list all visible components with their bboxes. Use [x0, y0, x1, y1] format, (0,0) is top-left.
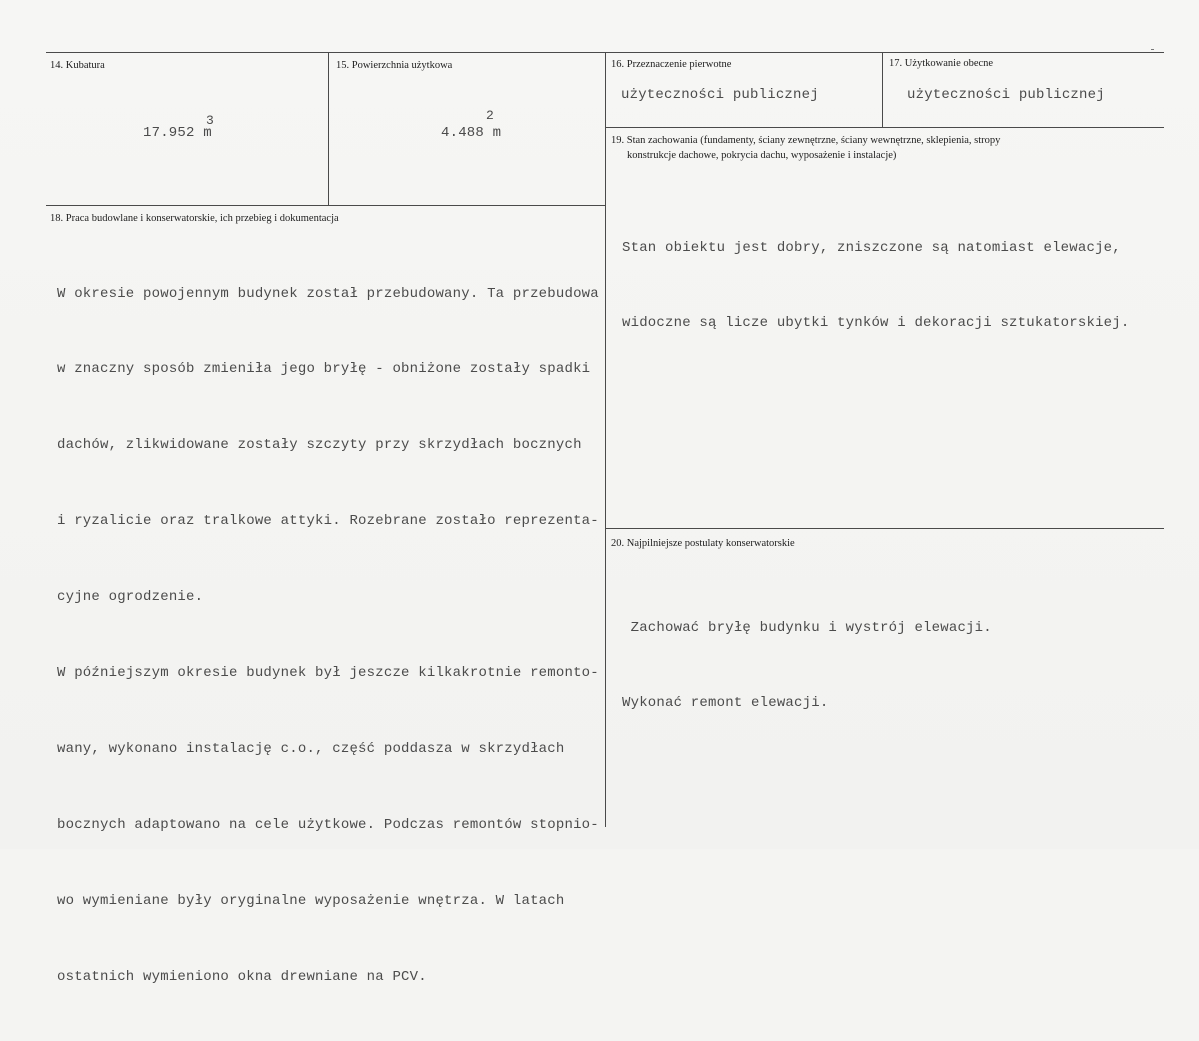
field-18-line: dachów, zlikwidowane zostały szczyty przy skrzydłach bocznych [57, 437, 582, 454]
field-15-exponent: 2 [486, 108, 494, 123]
row1-divider-right [605, 127, 1164, 128]
field-14-value: 17.952 m [143, 125, 212, 141]
field-18-line: W okresie powojennym budynek został przebudowany. Ta przebudowa [57, 285, 599, 302]
field-18-line: i ryzalicie oraz tralkowe attyki. Rozebrane zostało reprezenta- [57, 513, 599, 530]
field-19-line: Stan obiektu jest dobry, zniszczone są natomiast elewacje, [622, 240, 1121, 256]
row2-divider-left [46, 205, 605, 206]
field-20-line: Zachować bryłę budynku i wystrój elewacji. [622, 620, 992, 636]
field-20-line: Wykonać remont elewacji. [622, 695, 829, 711]
col-divider-14-15 [328, 52, 329, 205]
field-16-value: użyteczności publicznej [621, 87, 819, 103]
row3-divider-right [605, 528, 1164, 529]
field-18-line: w znaczny sposób zmieniła jego bryłę - obniżone zostały spadki [57, 361, 591, 378]
field-18-label: 18. Praca budowlane i konserwatorskie, ich przebieg i dokumentacja [50, 213, 339, 224]
field-16-label: 16. Przeznaczenie pierwotne [611, 59, 732, 70]
field-18-line: bocznych adaptowano na cele użytkowe. Podczas remontów stopnio- [57, 816, 599, 833]
corner-mark [1151, 49, 1154, 50]
field-18-line: W późniejszym okresie budynek był jeszcze kilkakrotnie remonto- [57, 665, 599, 682]
field-14-label: 14. Kubatura [50, 60, 105, 71]
field-19-label-line2: konstrukcje dachowe, pokrycia dachu, wyposażenie i instalacje) [627, 150, 897, 161]
field-19-line: widoczne są licze ubytki tynków i dekoracji sztukatorskiej. [622, 315, 1130, 331]
field-19-label-line1: 19. Stan zachowania (fundamenty, ściany zewnętrzne, ściany wewnętrzne, sklepienia, stropy [611, 135, 1001, 146]
field-18-line: cyjne ogrodzenie. [57, 589, 204, 606]
field-18-text [57, 231, 599, 1041]
field-15-value: 4.488 m [441, 125, 502, 141]
field-14-exponent: 3 [206, 113, 214, 128]
field-18-line: wany, wykonano instalację c.o., część poddasza w skrzydłach [57, 740, 565, 757]
field-15-label: 15. Powierzchnia użytkowa [336, 60, 453, 71]
field-19-text [622, 186, 1129, 386]
field-20-label: 20. Najpilniejsze postulaty konserwatorskie [611, 538, 795, 549]
field-18-line: ostatnich wymieniono okna drewniane na PCV. [57, 968, 427, 985]
col-divider-main [605, 52, 606, 827]
col-divider-16-17 [882, 52, 883, 127]
field-17-value: użyteczności publicznej [907, 87, 1105, 103]
field-20-text [622, 566, 992, 766]
field-18-line: wo wymieniane były oryginalne wyposażenie wnętrza. W latach [57, 892, 565, 909]
field-17-label: 17. Użytkowanie obecne [889, 58, 994, 69]
